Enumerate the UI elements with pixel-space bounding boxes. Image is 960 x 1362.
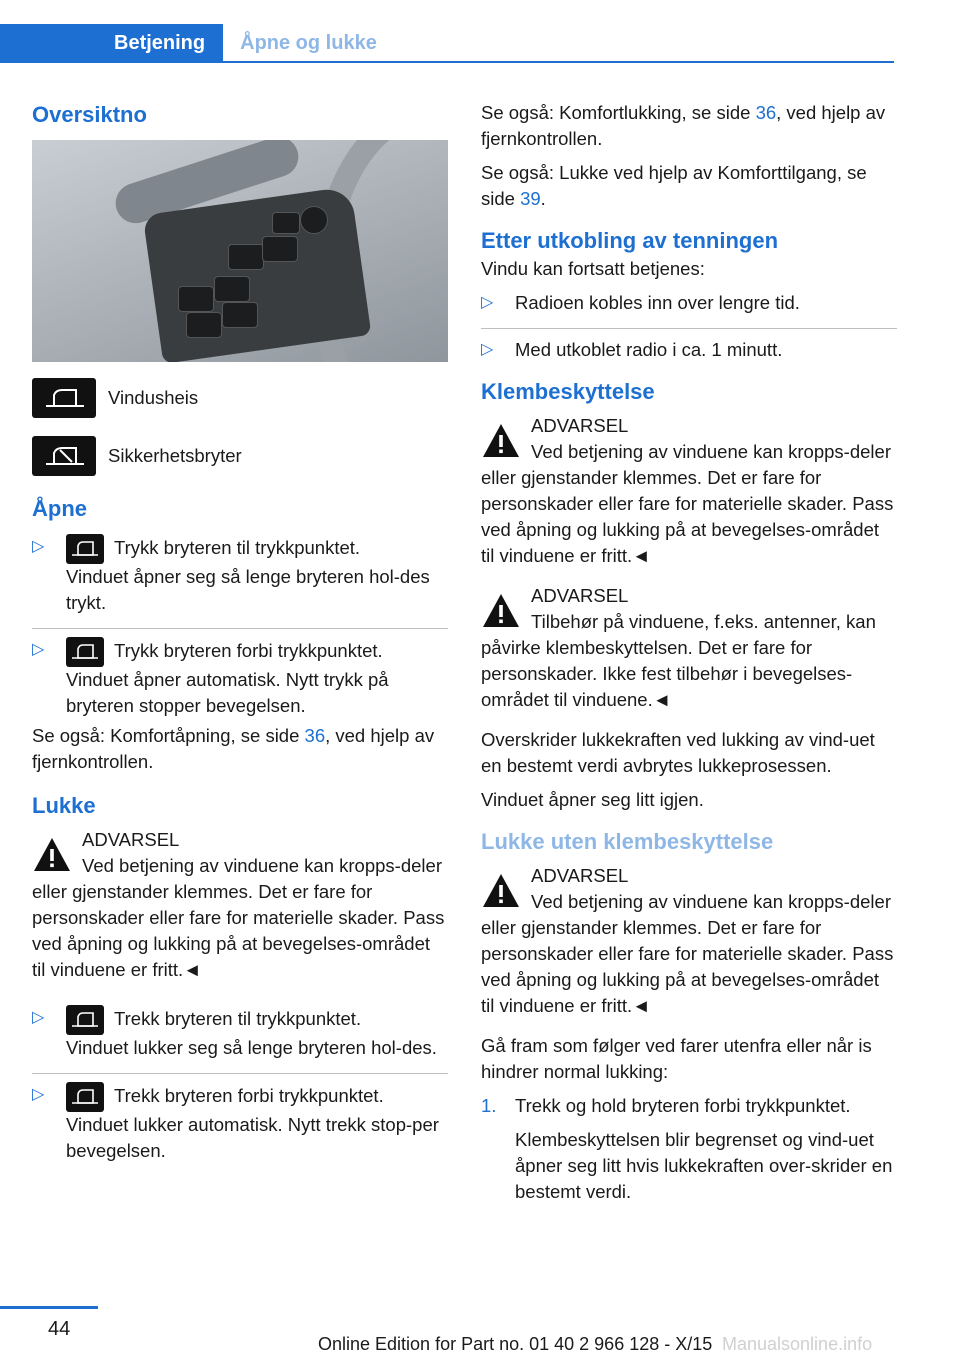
close-list [32, 1005, 448, 1164]
bullet-icon: ▷ [32, 538, 45, 555]
after-ignition-list [481, 290, 897, 363]
see-also-close: Se også: Komfortlukking, se side 36, ved hjelp av fjernkontrollen. [481, 102, 886, 149]
bullet-icon: ▷ [481, 341, 494, 358]
warning-triangle-icon [481, 871, 521, 911]
bullet-icon: ▷ [32, 1086, 45, 1103]
door-switch-photo [32, 140, 448, 362]
bullet-icon: ▷ [481, 294, 494, 311]
warning-triangle-icon [32, 835, 72, 875]
warning-box [481, 583, 897, 713]
list-item: ▷ Med utkoblet radio i ca. 1 minutt. [481, 337, 897, 363]
header-tabs [0, 24, 377, 62]
after-ignition-intro: Vindu kan fortsatt betjenes: [481, 258, 705, 279]
open-heading: Åpne [32, 496, 87, 521]
bullet-icon: ▷ [32, 1009, 45, 1026]
window-switch-icon [66, 534, 104, 564]
pinch-protection-heading: Klembeskyttelse [481, 379, 655, 404]
footer-rule [0, 1306, 98, 1309]
tab-betjening[interactable]: Betjening [0, 24, 223, 62]
warning-box [481, 863, 897, 1019]
left-column [32, 100, 448, 1178]
bullet-icon: ▷ [32, 641, 45, 658]
safety-switch-icon [32, 436, 96, 476]
pinch-paragraph: Vinduet åpner seg litt igjen. [481, 789, 704, 810]
pinch-paragraph: Overskrider lukkekraften ved lukking av vind‐uet en bestemt verdi avbrytes lukkeprosessen. [481, 729, 875, 776]
warning-title: ADVARSEL [82, 829, 180, 850]
steps-list [481, 1093, 897, 1205]
page-link[interactable]: 36 [304, 725, 326, 746]
legend-label: Vindusheis [108, 387, 199, 408]
warning-triangle-icon [481, 591, 521, 631]
open-list [32, 534, 448, 719]
window-switch-icon [32, 378, 96, 418]
page-link[interactable]: 39 [520, 188, 541, 209]
warning-title: ADVARSEL [531, 415, 629, 436]
warning-text: Tilbehør på vinduene, f.eks. antenner, kan påvirke klembeskyttelsen. Det er fare for personskader. Ikke fest tilbehør i bevegelses‐området til vinduene.◄ [481, 611, 876, 710]
list-item: ▷ Trekk bryteren forbi trykkpunktet. Vinduet lukker automatisk. Nytt trekk stop‐per bevegelsen. [32, 1082, 448, 1164]
window-switch-icon [66, 1005, 104, 1035]
list-item: ▷ Radioen kobles inn over lengre tid. [481, 290, 897, 329]
legend-window-lift [32, 378, 448, 418]
after-ignition-heading: Etter utkobling av tenningen [481, 228, 779, 253]
warning-title: ADVARSEL [531, 585, 629, 606]
no-pinch-intro: Gå fram som følger ved farer utenfra eller når is hindrer normal lukking: [481, 1035, 872, 1082]
warning-text: Ved betjening av vinduene kan kropps‐deler eller gjenstander klemmes. Det er fare for personskader eller fare for materielle skader. Pass ved åpning og lukking på at bevegelses‐området til vinduene er fritt.◄ [481, 891, 894, 1016]
watermark: Manualsonline.info [722, 1334, 873, 1354]
overview-heading: Oversiktno [32, 102, 147, 127]
list-item: ▷ Trykk bryteren forbi trykkpunktet. Vinduet åpner automatisk. Nytt trykk på bryteren stopper bevegelsen. [32, 637, 448, 719]
warning-box [481, 413, 897, 569]
page-link[interactable]: 36 [755, 102, 777, 123]
warning-text: Ved betjening av vinduene kan kropps‐deler eller gjenstander klemmes. Det er fare for personskader eller fare for materielle skader. Pass ved åpning og lukking på at bevegelses‐området til vinduene er fritt.◄ [32, 855, 445, 980]
edition-text: Online Edition for Part no. 01 40 2 966 128 - X/15 [318, 1334, 713, 1354]
see-also-comfort-access: Se også: Lukke ved hjelp av Komforttilgang, se side 39. [481, 162, 867, 209]
legend-safety-switch [32, 436, 448, 476]
warning-text: Ved betjening av vinduene kan kropps‐deler eller gjenstander klemmes. Det er fare for personskader eller fare for materielle skader. Pass ved åpning og lukking på at bevegelses‐området til vinduene er fritt.◄ [481, 441, 894, 566]
warning-box [32, 827, 448, 983]
window-switch-icon [66, 637, 104, 667]
see-also-open: Se også: Komfortåpning, se side 36, ved hjelp av fjernkontrollen. [32, 725, 435, 772]
warning-title: ADVARSEL [531, 865, 629, 886]
tab-apne-og-lukke[interactable]: Åpne og lukke [240, 32, 377, 54]
list-item: ▷ Trekk bryteren til trykkpunktet. Vinduet lukker seg så lenge bryteren hol‐des. [32, 1005, 448, 1074]
list-item: 1. Trekk og hold bryteren forbi trykkpunktet. Klembeskyttelsen blir begrenset og vind‐uet åpner seg litt hvis lukkekraften over‐skrider en bestemt verdi. [481, 1095, 893, 1202]
close-heading: Lukke [32, 793, 96, 818]
right-column [481, 100, 897, 1213]
list-item: ▷ Trykk bryteren til trykkpunktet. Vinduet åpner seg så lenge bryteren hol‐des trykt. [32, 534, 448, 629]
legend-label: Sikkerhetsbryter [108, 445, 242, 466]
no-pinch-heading: Lukke uten klembeskyttelse [481, 829, 774, 854]
warning-triangle-icon [481, 421, 521, 461]
window-switch-icon [66, 1082, 104, 1112]
page-number: 44 [48, 1318, 71, 1340]
header-rule [0, 61, 894, 63]
